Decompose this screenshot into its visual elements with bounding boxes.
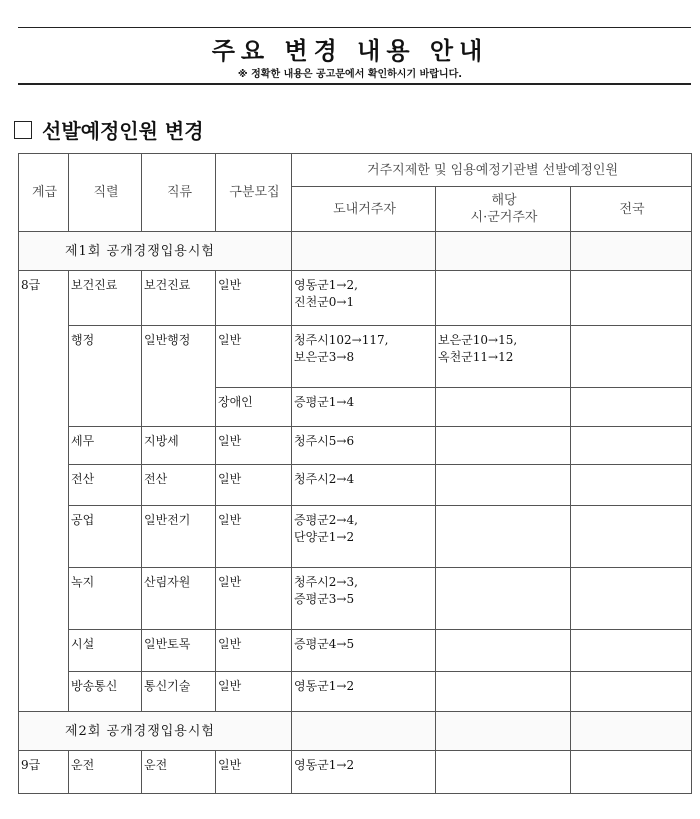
series-cell: 전산 bbox=[69, 465, 142, 506]
series-cell: 행정 bbox=[69, 326, 142, 427]
count-change-line: 영동군1→2, bbox=[294, 278, 358, 292]
class-cell: 산림자원 bbox=[142, 568, 216, 630]
grade-cell: 8급 bbox=[19, 271, 69, 712]
in-province-cell bbox=[292, 427, 436, 465]
count-change-line: 진천군0→1 bbox=[294, 295, 355, 309]
table-row bbox=[19, 427, 692, 465]
section-heading bbox=[14, 115, 204, 144]
header-in-province: 도내거주자 bbox=[292, 187, 436, 232]
round-row bbox=[19, 232, 692, 271]
round-label: 제2회 공개경쟁입용시험 bbox=[19, 712, 292, 751]
series-cell: 녹지 bbox=[69, 568, 142, 630]
table-row bbox=[19, 506, 692, 568]
recruit-type-cell: 일반 bbox=[216, 506, 292, 568]
local-cell bbox=[436, 672, 571, 712]
nationwide-cell bbox=[571, 630, 692, 672]
recruit-type-cell: 일반 bbox=[216, 427, 292, 465]
nationwide-cell bbox=[571, 672, 692, 712]
count-change-line: 청주시5→6 bbox=[294, 434, 355, 448]
in-province-cell bbox=[292, 465, 436, 506]
round-empty-cell bbox=[436, 232, 571, 271]
local-cell bbox=[436, 326, 571, 388]
nationwide-cell bbox=[571, 388, 692, 427]
recruit-type-cell: 일반 bbox=[216, 326, 292, 388]
class-cell: 일반토목 bbox=[142, 630, 216, 672]
table-row bbox=[19, 465, 692, 506]
header-rule bbox=[18, 83, 691, 85]
count-change-line: 청주시102→117, bbox=[294, 333, 389, 347]
header-recruit-type: 구분모집 bbox=[216, 154, 292, 232]
nationwide-cell bbox=[571, 326, 692, 388]
local-cell bbox=[436, 751, 571, 794]
header-grade: 계급 bbox=[19, 154, 69, 232]
recruit-type-cell: 일반 bbox=[216, 568, 292, 630]
local-cell bbox=[436, 568, 571, 630]
in-province-cell bbox=[292, 388, 436, 427]
grade-cell: 9급 bbox=[19, 751, 69, 794]
class-cell: 지방세 bbox=[142, 427, 216, 465]
in-province-cell bbox=[292, 672, 436, 712]
nationwide-cell bbox=[571, 465, 692, 506]
nationwide-cell bbox=[571, 506, 692, 568]
count-change-line: 증평군4→5 bbox=[294, 637, 355, 651]
round-empty-cell bbox=[571, 232, 692, 271]
class-cell: 통신기술 bbox=[142, 672, 216, 712]
local-cell bbox=[436, 271, 571, 326]
nationwide-cell bbox=[571, 271, 692, 326]
series-cell: 공업 bbox=[69, 506, 142, 568]
count-change-line: 옥천군11→12 bbox=[438, 350, 514, 364]
round-empty-cell bbox=[436, 712, 571, 751]
count-change-line: 보은군3→8 bbox=[294, 350, 355, 364]
local-cell bbox=[436, 388, 571, 427]
recruit-type-cell: 일반 bbox=[216, 271, 292, 326]
class-cell: 일반행정 bbox=[142, 326, 216, 427]
recruit-type-cell: 일반 bbox=[216, 630, 292, 672]
round-label: 제1회 공개경쟁입용시험 bbox=[19, 232, 292, 271]
checkbox-icon bbox=[14, 121, 32, 139]
local-cell bbox=[436, 506, 571, 568]
table-row bbox=[19, 751, 692, 794]
in-province-cell bbox=[292, 506, 436, 568]
header-local-line1: 해당 bbox=[491, 193, 517, 208]
table-row bbox=[19, 630, 692, 672]
count-change-line: 단양군1→2 bbox=[294, 530, 355, 544]
count-change-line: 영동군1→2 bbox=[294, 679, 355, 693]
count-change-line: 영동군1→2 bbox=[294, 758, 355, 772]
table-row bbox=[19, 326, 692, 388]
in-province-cell bbox=[292, 630, 436, 672]
document-title: 주요 변경 내용 안내 bbox=[211, 36, 489, 65]
local-cell bbox=[436, 427, 571, 465]
series-cell: 시설 bbox=[69, 630, 142, 672]
count-change-line: 보은군10→15, bbox=[438, 333, 518, 347]
recruit-type-cell: 일반 bbox=[216, 465, 292, 506]
series-cell: 세무 bbox=[69, 427, 142, 465]
recruit-type-cell: 일반 bbox=[216, 751, 292, 794]
recruit-type-cell: 일반 bbox=[216, 672, 292, 712]
class-cell: 운전 bbox=[142, 751, 216, 794]
round-empty-cell bbox=[292, 232, 436, 271]
count-change-line: 증평군3→5 bbox=[294, 592, 355, 606]
header-group: 거주지제한 및 임용예정기관별 선발예정인원 bbox=[292, 154, 692, 187]
table-row bbox=[19, 672, 692, 712]
in-province-cell bbox=[292, 271, 436, 326]
header-local-line2: 시·군거주자 bbox=[470, 210, 538, 225]
header-series: 직렬 bbox=[69, 154, 142, 232]
round-empty-cell bbox=[292, 712, 436, 751]
header-local bbox=[436, 187, 571, 232]
class-cell: 일반전기 bbox=[142, 506, 216, 568]
nationwide-cell bbox=[571, 751, 692, 794]
in-province-cell bbox=[292, 568, 436, 630]
header-class: 직류 bbox=[142, 154, 216, 232]
recruit-type-cell: 장애인 bbox=[216, 388, 292, 427]
document-subtitle: ※ 정확한 내용은 공고문에서 확인하시기 바랍니다. bbox=[237, 69, 463, 80]
nationwide-cell bbox=[571, 568, 692, 630]
section-heading-label: 선발예정인원 변경 bbox=[42, 119, 204, 143]
class-cell: 보건진료 bbox=[142, 271, 216, 326]
series-cell: 방송통신 bbox=[69, 672, 142, 712]
nationwide-cell bbox=[571, 427, 692, 465]
local-cell bbox=[436, 465, 571, 506]
round-empty-cell bbox=[571, 712, 692, 751]
in-province-cell bbox=[292, 751, 436, 794]
series-cell: 보건진료 bbox=[69, 271, 142, 326]
table-row bbox=[19, 271, 692, 326]
top-rule bbox=[18, 27, 691, 28]
header-row bbox=[19, 154, 692, 187]
count-change-line: 증평군2→4, bbox=[294, 513, 358, 527]
class-cell: 전산 bbox=[142, 465, 216, 506]
table-row bbox=[19, 568, 692, 630]
series-cell: 운전 bbox=[69, 751, 142, 794]
in-province-cell bbox=[292, 326, 436, 388]
round-row bbox=[19, 712, 692, 751]
count-change-line: 청주시2→4 bbox=[294, 472, 355, 486]
count-change-line: 청주시2→3, bbox=[294, 575, 358, 589]
header-nationwide: 전국 bbox=[571, 187, 692, 232]
count-change-line: 증평군1→4 bbox=[294, 395, 355, 409]
local-cell bbox=[436, 630, 571, 672]
change-table bbox=[18, 153, 692, 794]
